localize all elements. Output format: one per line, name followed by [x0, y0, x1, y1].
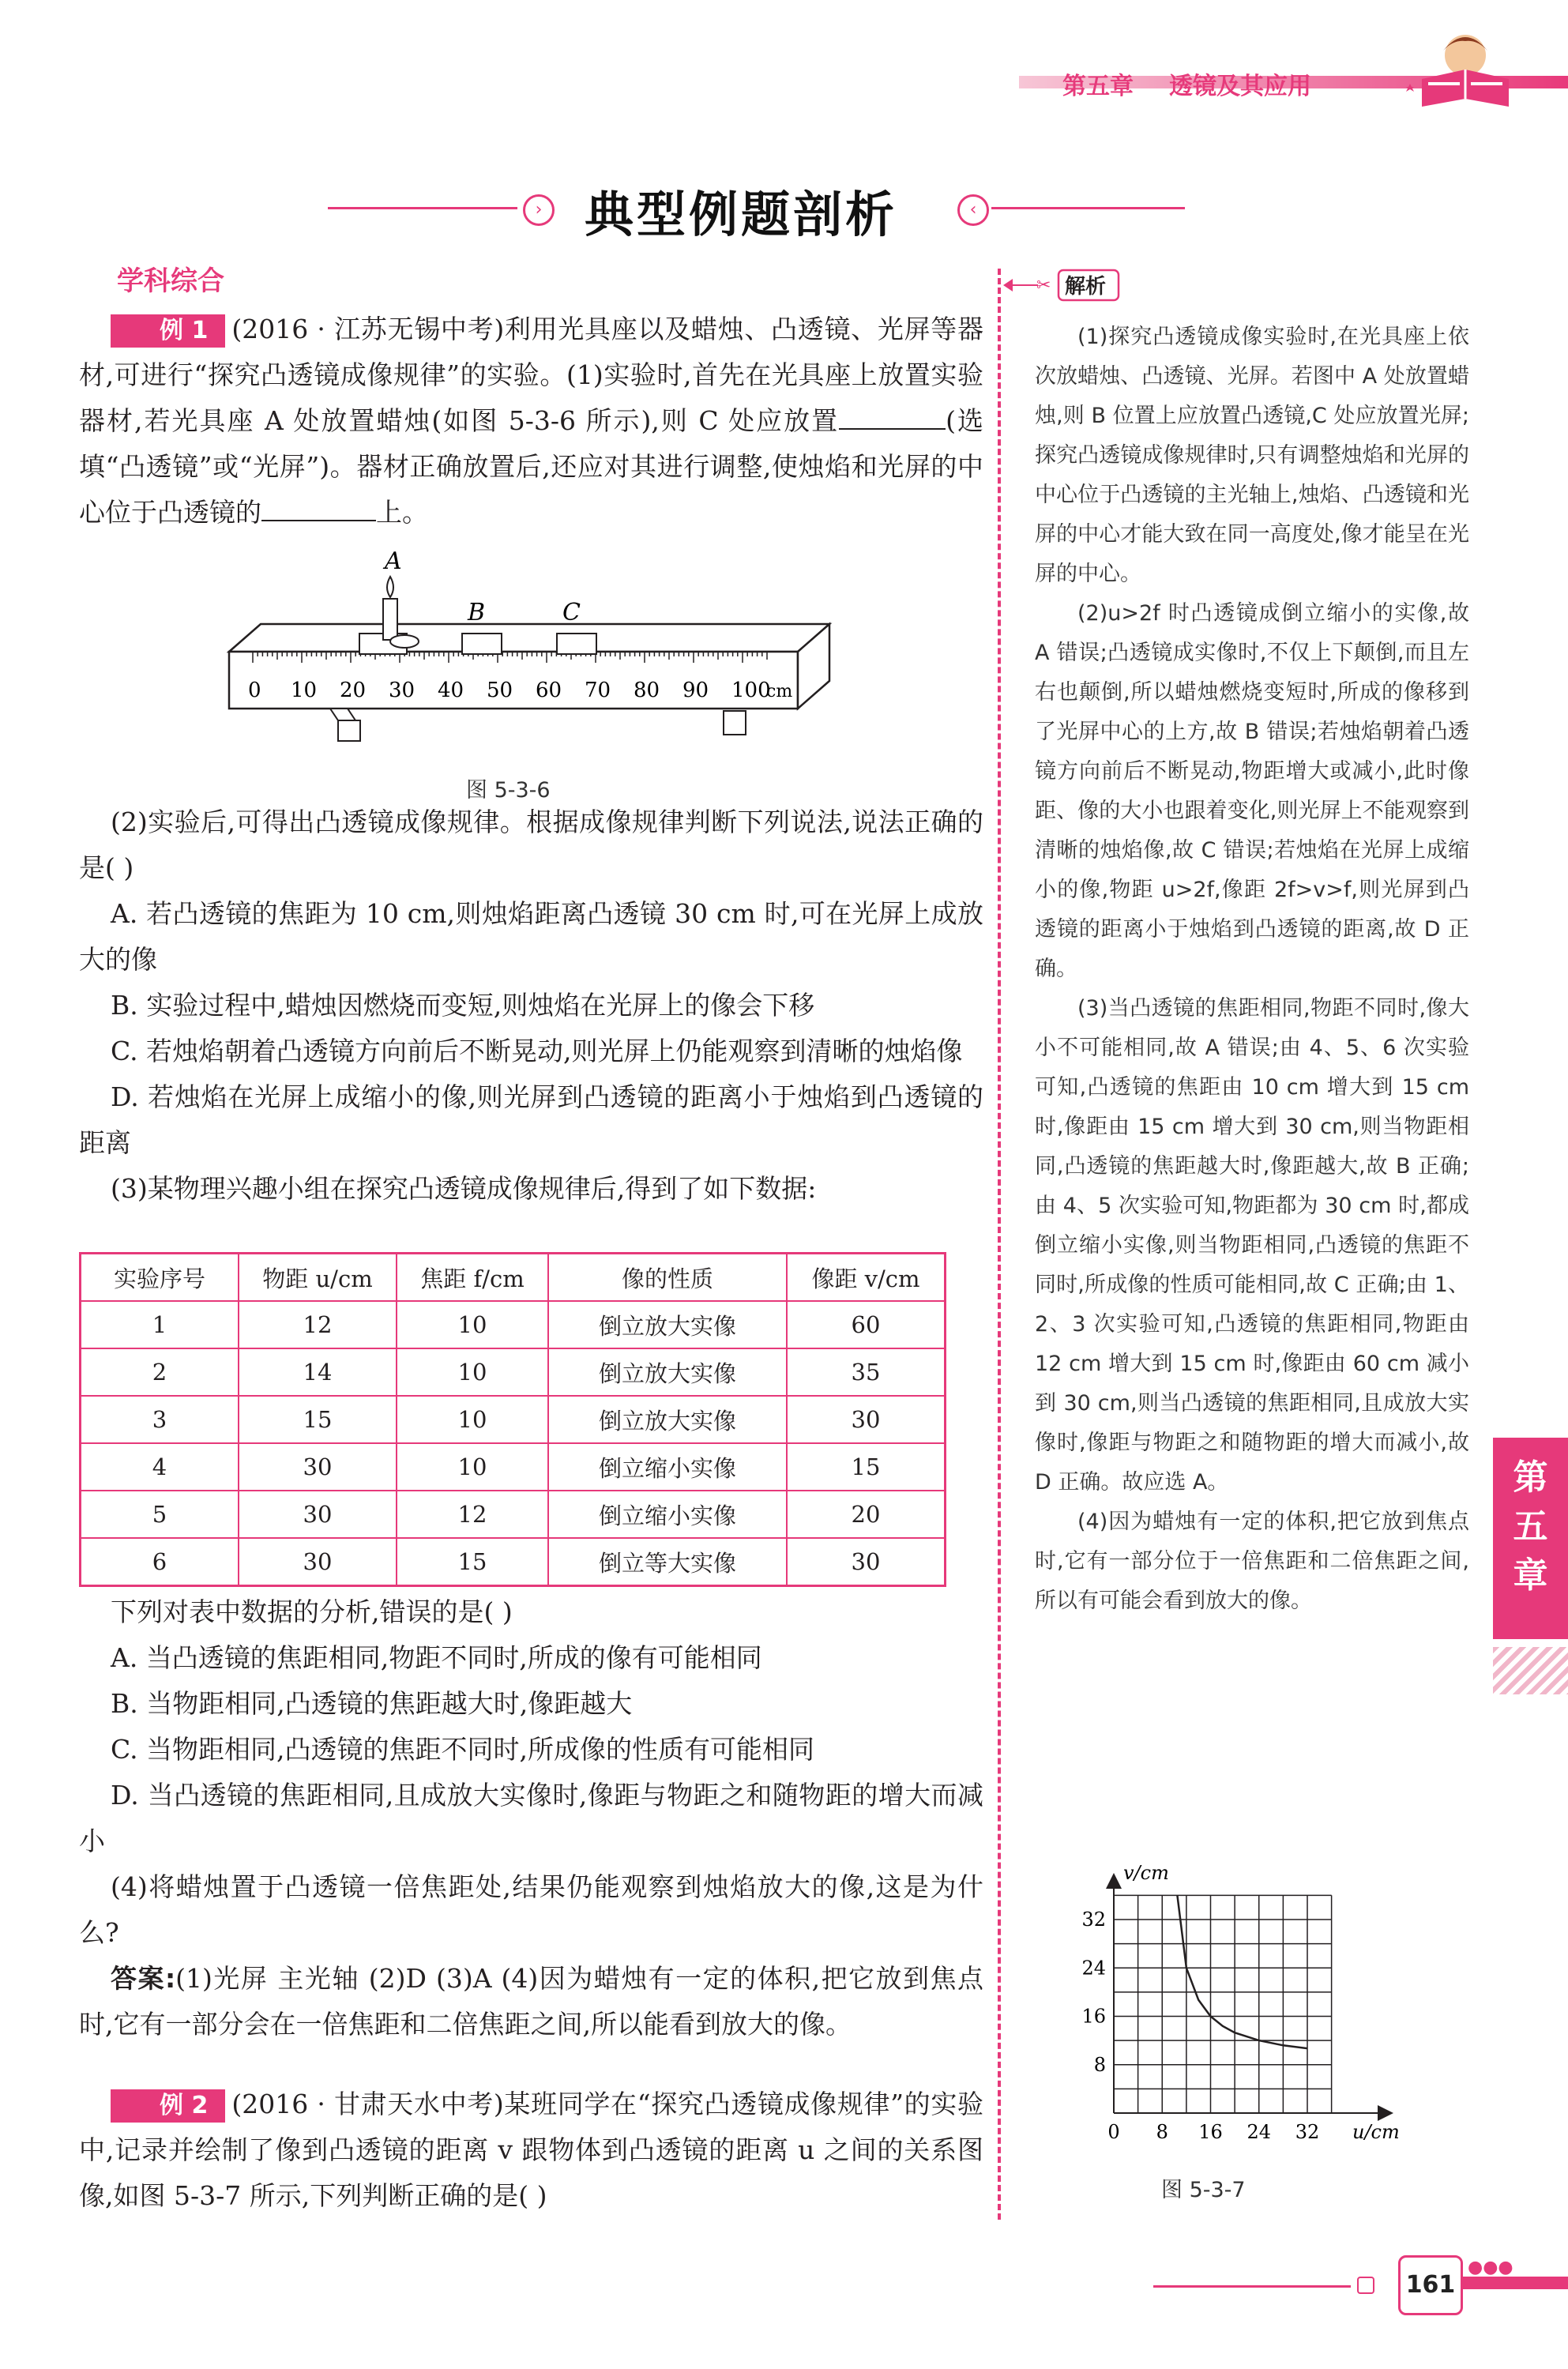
ruler-number: 90	[682, 679, 709, 702]
table-cell: 1	[81, 1301, 239, 1348]
column-divider	[998, 269, 1004, 2220]
analysis-label: 解析	[1065, 275, 1107, 299]
table-header: 物距 u/cm	[239, 1254, 397, 1302]
question-3-stem-2: 下列对表中数据的分析,错误的是( )	[111, 1596, 513, 1627]
question-3-options	[79, 1589, 983, 2047]
answer-blank	[839, 404, 946, 430]
table-cell: 倒立等大实像	[548, 1538, 787, 1586]
question-2-option-d: D. 若烛焰在光屏上成缩小的像,则光屏到凸透镜的距离小于烛焰到凸透镜的距离	[79, 1081, 983, 1158]
table-cell: 30	[239, 1538, 397, 1586]
footer-dots-icon: ●●●	[1468, 2258, 1513, 2277]
answer	[79, 1956, 983, 2047]
table-header: 像距 v/cm	[787, 1254, 946, 1302]
table-header: 实验序号	[81, 1254, 239, 1302]
table-cell: 14	[239, 1348, 397, 1396]
bench-label-c: C	[562, 599, 581, 626]
analysis-paragraph-3: (3)当凸透镜的焦距相同,物距不同时,像大小不可能相同,故 A 错误;由 4、5、6 次实验可知,凸透镜的焦距由 10 cm 增大到 15 cm 时,像距由 15 cm 增大到 30 cm,则当物距相同,凸透镜的焦距越大时,像距越大,故 B 正确;由 4、5 次实验可知,物距都为 30 cm 时,都成倒立缩小实像,则当物距相同,凸透镜的焦距不同时,所成像的性质可能相同,故 C 正确;由 1、2、3 次实验可知,凸透镜的焦距相同,物距由 12 cm 增大到 15 cm 时,像距由 60 cm 减小到 30 cm,则当凸透镜的焦距相同,且成放大实像时,像距与物距之和随物距的增大而减小,故 D 正确。故应选 A。	[1035, 996, 1469, 1495]
question-3-option-d: D. 当凸透镜的焦距相同,且成放大实像时,像距与物距之和随物距的增大而减小	[79, 1780, 983, 1856]
table-cell: 15	[239, 1396, 397, 1443]
example1-text-c: 上。	[376, 497, 428, 528]
table-header-row	[81, 1254, 946, 1302]
question-2-stem: (2)实验后,可得出凸透镜成像规律。根据成像规律判断下列说法,说法正确的是( )	[79, 807, 983, 883]
question-2	[79, 799, 983, 1212]
bench-unit: cm	[766, 682, 793, 701]
table-row	[81, 1491, 946, 1538]
question-2-option-c: C. 若烛焰朝着凸透镜方向前后不断晃动,则光屏上仍能观察到清晰的烛焰像	[111, 1036, 963, 1066]
y-tick-label: 32	[1081, 1908, 1106, 1931]
table-cell: 20	[787, 1491, 946, 1538]
table-cell: 3	[81, 1396, 239, 1443]
table-row	[81, 1396, 946, 1443]
v-u-curve	[1177, 1895, 1307, 2048]
question-3-option-c: C. 当物距相同,凸透镜的焦距不同时,所成像的性质有可能相同	[111, 1734, 815, 1765]
x-tick-label: 8	[1156, 2121, 1168, 2143]
page-number: 161	[1398, 2255, 1463, 2315]
header-title: 透镜及其应用	[1169, 73, 1311, 100]
question-2-option-a: A. 若凸透镜的焦距为 10 cm,则烛焰距离凸透镜 30 cm 时,可在光屏上成放大的像	[79, 898, 983, 975]
x-tick-label: 0	[1107, 2121, 1120, 2143]
table-cell: 12	[397, 1491, 548, 1538]
table-cell: 30	[239, 1491, 397, 1538]
title-rule-left	[328, 207, 517, 209]
ruler-number: 30	[389, 679, 416, 702]
header-chapter: 第五章	[1062, 73, 1134, 100]
table-cell: 60	[787, 1301, 946, 1348]
ruler-number: 20	[340, 679, 367, 702]
ruler-number: 0	[248, 679, 261, 702]
figure-caption: 图 5-3-6	[466, 778, 551, 803]
question-3-stem: (3)某物理兴趣小组在探究凸透镜成像规律后,得到了如下数据:	[111, 1173, 817, 1204]
table-row	[81, 1538, 946, 1586]
ruler-number: 50	[487, 679, 513, 702]
table-cell: 15	[397, 1538, 548, 1586]
subject-heading: 学科综合	[117, 265, 224, 297]
table-header: 焦距 f/cm	[397, 1254, 548, 1302]
answer-blank	[261, 496, 376, 521]
table-cell: 2	[81, 1348, 239, 1396]
ruler-number: 70	[585, 679, 611, 702]
example1-text-b: (选填“凸透镜”或“光屏”)。器材正确放置后,还应对其进行调整,使烛焰和光屏的中心位于凸透镜的	[79, 405, 984, 528]
ruler-number: 10	[291, 679, 318, 702]
scissors-icon: ✂	[1036, 276, 1051, 295]
table-header: 像的性质	[548, 1254, 787, 1302]
analysis-label-box	[1003, 267, 1122, 303]
ruler-number: 40	[438, 679, 464, 702]
optical-bench-figure	[221, 545, 845, 750]
chevron-left-icon: ‹	[957, 194, 989, 226]
answer-label: 答案:	[111, 1963, 176, 1994]
table-cell: 倒立缩小实像	[548, 1491, 787, 1538]
table-cell: 4	[81, 1443, 239, 1491]
table-row	[81, 1301, 946, 1348]
chevron-right-icon: ›	[523, 194, 555, 226]
side-tab-label: 第五章	[1513, 1457, 1548, 1596]
table-cell: 倒立放大实像	[548, 1301, 787, 1348]
table-cell: 12	[239, 1301, 397, 1348]
table-cell: 5	[81, 1491, 239, 1538]
section-title: 典型例题剖析	[585, 186, 898, 243]
table-cell: 35	[787, 1348, 946, 1396]
example1-text-a: (2016 · 江苏无锡中考)利用光具座以及蜡烛、凸透镜、光屏等器材,可进行“探究凸透镜成像规律”的实验。(1)实验时,首先在光具座上放置实验器材,若光具座 A 处放置蜡烛(如图 5-3-6 所示),则 C 处应放置	[79, 314, 983, 436]
table-cell: 倒立放大实像	[548, 1348, 787, 1396]
ruler-number: 60	[536, 679, 562, 702]
bench-label-b: B	[468, 599, 486, 626]
side-stripe	[1493, 1647, 1568, 1694]
bench-label-a: A	[385, 547, 402, 575]
example1-tag: 例 1	[111, 314, 225, 348]
example2-text: (2016 · 甘肃天水中考)某班同学在“探究凸透镜成像规律”的实验中,记录并绘制了像到凸透镜的距离 v 跟物体到凸透镜的距离 u 之间的关系图像,如图 5-3-7 所示,下列判断正确的是( )	[79, 2089, 983, 2211]
table-row	[81, 1348, 946, 1396]
y-axis-label: v/cm	[1123, 1862, 1169, 1884]
table-cell: 倒立缩小实像	[548, 1443, 787, 1491]
table-cell: 6	[81, 1538, 239, 1586]
example1-intro	[79, 306, 983, 536]
table-cell: 15	[787, 1443, 946, 1491]
answer-text: (1)光屏 主光轴 (2)D (3)A (4)因为蜡烛有一定的体积,把它放到焦点时,它有一部分会在一倍焦距和二倍焦距之间,所以能看到放大的像。	[79, 1963, 983, 2040]
footer-square-icon	[1357, 2277, 1374, 2294]
x-axis-label: u/cm	[1352, 2121, 1400, 2143]
question-2-option-b: B. 实验过程中,蜡烛因燃烧而变短,则烛焰在光屏上的像会下移	[111, 990, 815, 1021]
table-cell: 10	[397, 1301, 548, 1348]
example2-tag: 例 2	[111, 2089, 225, 2123]
analysis-text	[1035, 318, 1469, 1621]
y-tick-label: 8	[1093, 2053, 1106, 2076]
footer-rule	[1153, 2285, 1351, 2288]
x-tick-label: 32	[1295, 2121, 1320, 2143]
reading-girl-icon	[1390, 24, 1540, 111]
x-tick-label: 24	[1247, 2121, 1272, 2143]
table-cell: 倒立放大实像	[548, 1396, 787, 1443]
example2	[79, 2081, 983, 2219]
table-cell: 10	[397, 1443, 548, 1491]
question-3-option-b: B. 当物距相同,凸透镜的焦距越大时,像距越大	[111, 1688, 633, 1719]
x-tick-label: 16	[1198, 2121, 1223, 2143]
y-tick-label: 16	[1081, 2005, 1106, 2028]
analysis-paragraph-2: (2)u>2f 时凸透镜成倒立缩小的实像,故 A 错误;凸透镜成实像时,不仅上下颠倒,而且左右也颠倒,所以蜡烛燃烧变短时,所成的像移到了光屏中心的上方,故 B 错误;若烛焰朝着凸透镜方向前后不断晃动,物距增大或减小,此时像距、像的大小也跟着变化,则光屏上不能观察到清晰的烛焰像,故 C 错误;若烛焰在光屏上成缩小的像,物距 u>2f,像距 2f>v>f,则光屏到凸透镜的距离小于烛焰到凸透镜的距离,故 D 正确。	[1035, 601, 1469, 981]
v-u-graph	[1074, 1852, 1422, 2160]
table-cell: 10	[397, 1396, 548, 1443]
y-tick-label: 24	[1081, 1957, 1106, 1980]
footer-bar	[1461, 2277, 1568, 2289]
table-cell: 30	[787, 1538, 946, 1586]
chapter-side-tab	[1493, 1438, 1568, 1639]
analysis-paragraph-4: (4)因为蜡烛有一定的体积,把它放到焦点时,它有一部分位于一倍焦距和二倍焦距之间,所以有可能会看到放大的像。	[1035, 1510, 1469, 1613]
data-table	[79, 1252, 946, 1587]
table-cell: 30	[787, 1396, 946, 1443]
title-rule-right	[991, 207, 1185, 209]
question-3-option-a: A. 当凸透镜的焦距相同,物距不同时,所成的像有可能相同	[111, 1642, 762, 1673]
question-4: (4)将蜡烛置于凸透镜一倍焦距处,结果仍能观察到烛焰放大的像,这是为什么?	[79, 1871, 983, 1948]
ruler-number: 80	[634, 679, 660, 702]
table-cell: 10	[397, 1348, 548, 1396]
graph-caption: 图 5-3-7	[1161, 2178, 1246, 2202]
table-cell: 30	[239, 1443, 397, 1491]
table-row	[81, 1443, 946, 1491]
analysis-paragraph-1: (1)探究凸透镜成像实验时,在光具座上依次放蜡烛、凸透镜、光屏。若图中 A 处放置蜡烛,则 B 位置上应放置凸透镜,C 处应放置光屏;探究凸透镜成像规律时,只有调整烛焰和光屏的中心位于凸透镜的主光轴上,烛焰、凸透镜和光屏的中心才能大致在同一高度处,像才能呈在光屏的中心。	[1035, 325, 1469, 586]
ruler-number: 100	[731, 679, 771, 702]
